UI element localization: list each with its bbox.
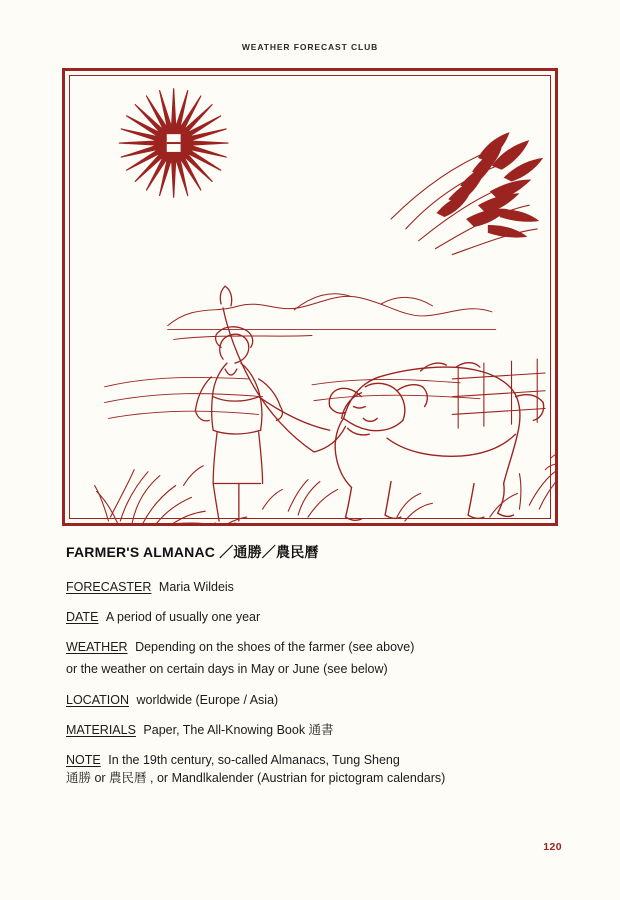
illustration-plate xyxy=(62,68,558,526)
field-note xyxy=(66,751,566,787)
field-weather-label: WEATHER xyxy=(66,640,128,655)
field-note-label: NOTE xyxy=(66,752,101,767)
field-materials xyxy=(66,721,566,739)
entry-title: FARMER'S ALMANAC ／通勝／農民曆 xyxy=(66,544,319,560)
illustration-artwork xyxy=(65,71,555,523)
fence xyxy=(452,359,545,428)
farmer-figure xyxy=(195,286,345,523)
field-weather-value: Depending on the shoes of the farmer (see above) xyxy=(135,640,415,655)
field-weather-continuation: or the weather on certain days in May or June (see below) xyxy=(66,662,388,677)
field-materials-value: Paper, The All-Knowing Book 通書 xyxy=(143,722,334,737)
field-date-label: DATE xyxy=(66,610,99,625)
field-note-value: In the 19th century, so-called Almanacs, Tung Sheng xyxy=(108,752,400,767)
field-forecaster xyxy=(66,578,566,596)
field-forecaster-label: FORECASTER xyxy=(66,580,152,594)
field-lines xyxy=(105,377,480,418)
field-location-value: worldwide (Europe / Asia) xyxy=(136,692,279,707)
field-date xyxy=(66,608,566,626)
field-location-label: LOCATION xyxy=(66,692,129,707)
rayed-sun-emblem xyxy=(119,89,228,198)
foreground-rock xyxy=(545,453,555,470)
field-forecaster-value: Maria Wildeis xyxy=(158,580,234,594)
page-number: 120 xyxy=(543,841,562,853)
running-head: WEATHER FORECAST CLUB xyxy=(241,42,379,52)
field-note-continuation: 通勝 or 農民曆 , or Mandlkalender (Austrian for pictogram calendars) xyxy=(66,770,446,785)
field-materials-label: MATERIALS xyxy=(66,722,136,737)
field-location xyxy=(66,691,566,709)
field-weather xyxy=(66,638,566,656)
grass-tufts xyxy=(95,466,555,523)
entry-text-block xyxy=(66,542,566,799)
field-date-value: A period of usually one year xyxy=(105,610,261,625)
rice-stalks xyxy=(391,132,543,254)
